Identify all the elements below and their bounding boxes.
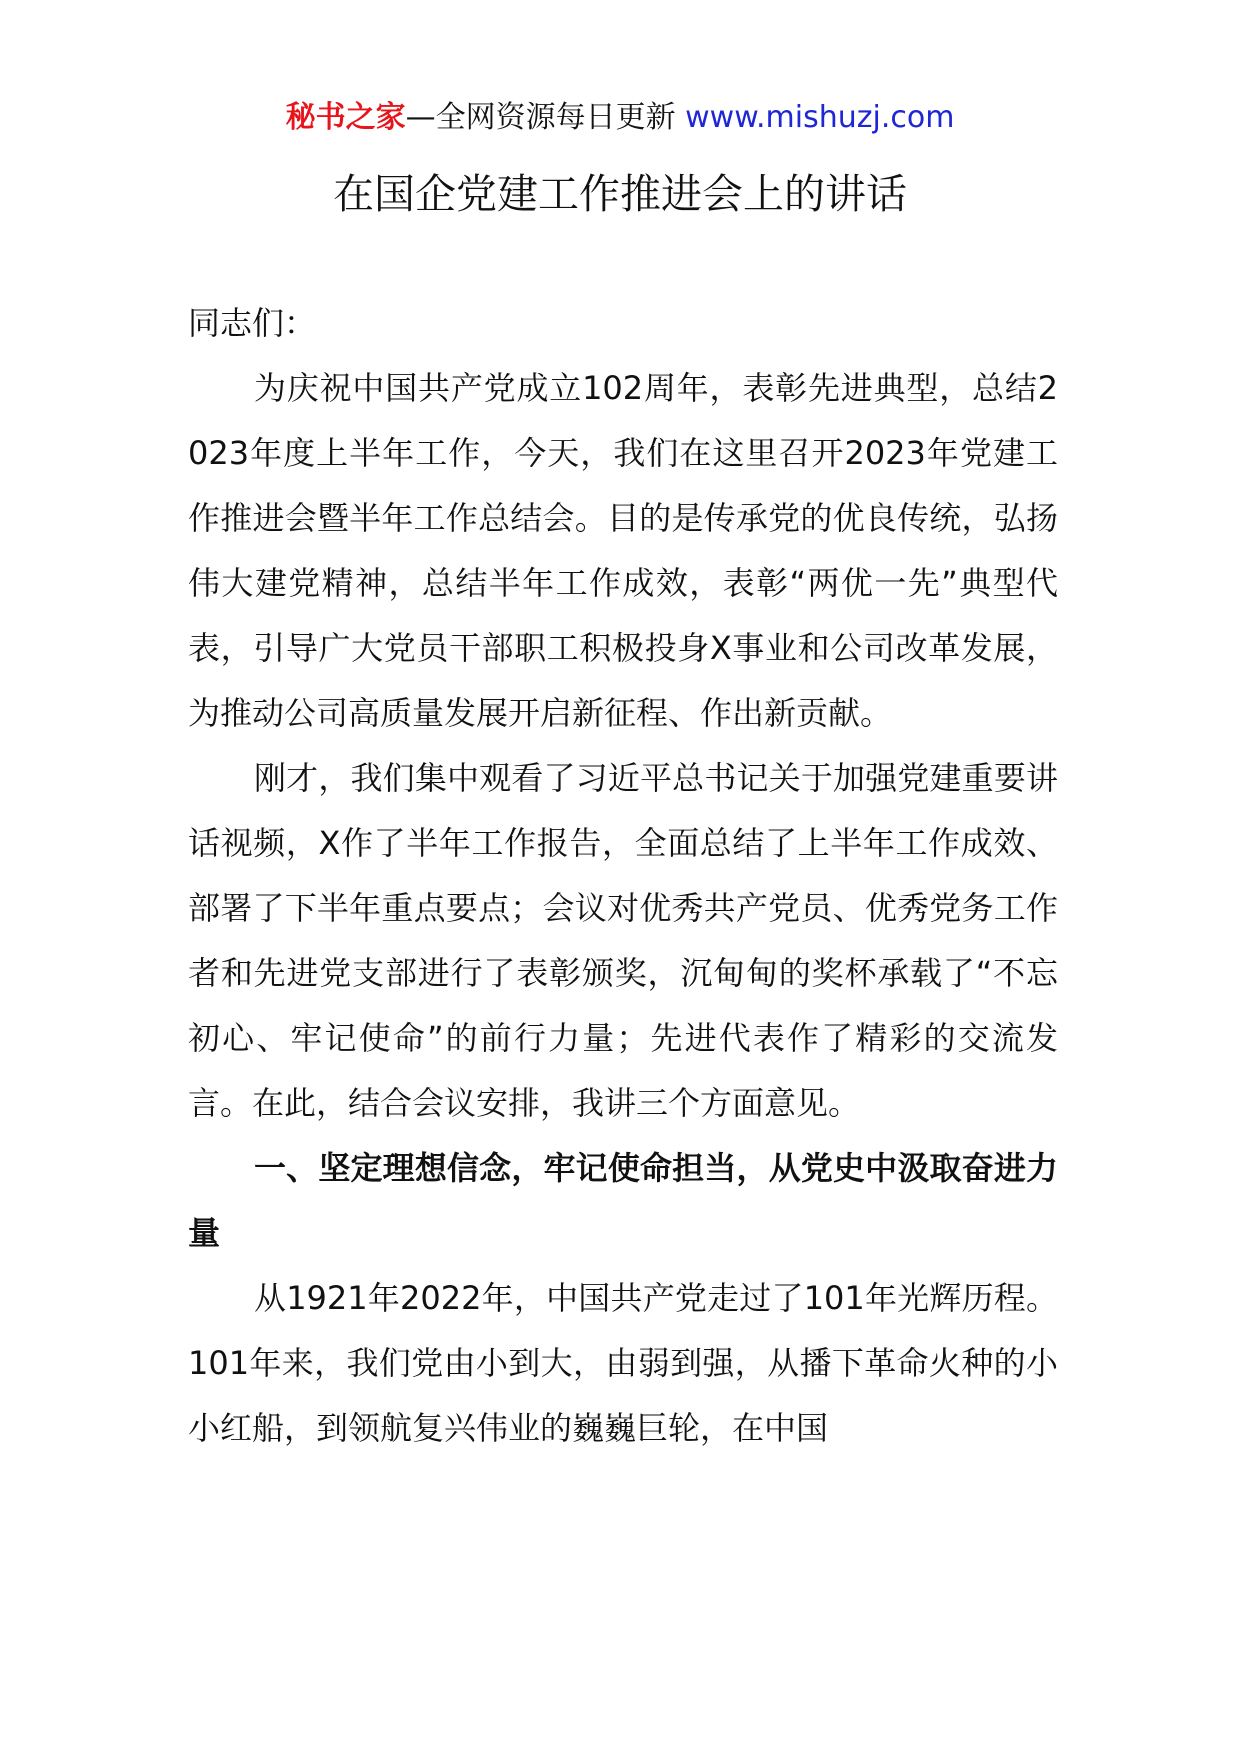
- paragraph-opening: 为庆祝中国共产党成立102周年，表彰先进典型，总结2023年度上半年工作，今天，我们在这里召开2023年党建工作推进会暨半年工作总结会。目的是传承党的优良传统，弘扬伟大建党精神，总结半年工作成效，表彰“两优一先”典型代表，引导广大党员干部职工积极投身X事业和公司改革发展，为推动公司高质量发展开启新征程、作出新贡献。: [188, 369, 1058, 732]
- paragraph-summary: 刚才，我们集中观看了习近平总书记关于加强党建重要讲话视频，X作了半年工作报告，全面总结了上半年工作成效、部署了下半年重点要点；会议对优秀共产党员、优秀党务工作者和先进党支部进行了表彰颁奖，沉甸甸的奖杯承载了“不忘初心、牢记使命”的前行力量；先进代表作了精彩的交流发言。在此，结合会议安排，我讲三个方面意见。: [188, 759, 1058, 1122]
- site-brand: 秘书之家: [285, 100, 406, 135]
- salutation: 同志们：: [188, 304, 317, 342]
- document-title: 在国企党建工作推进会上的讲话: [333, 170, 907, 218]
- site-header: [0, 98, 1240, 138]
- paragraph-history: 从1921年2022年，中国共产党走过了101年光辉历程。101年来，我们党由小到大，由弱到强，从播下革命火种的小小红船，到领航复兴伟业的巍巍巨轮，在中国: [188, 1279, 1058, 1447]
- site-tagline: —全网资源每日更新: [405, 100, 676, 135]
- section-heading-1: 一、坚定理想信念，牢记使命担当，从党史中汲取奋进力量: [188, 1149, 1058, 1252]
- site-url-link[interactable]: www.mishuzj.com: [685, 100, 955, 135]
- document-body: [188, 291, 1058, 1461]
